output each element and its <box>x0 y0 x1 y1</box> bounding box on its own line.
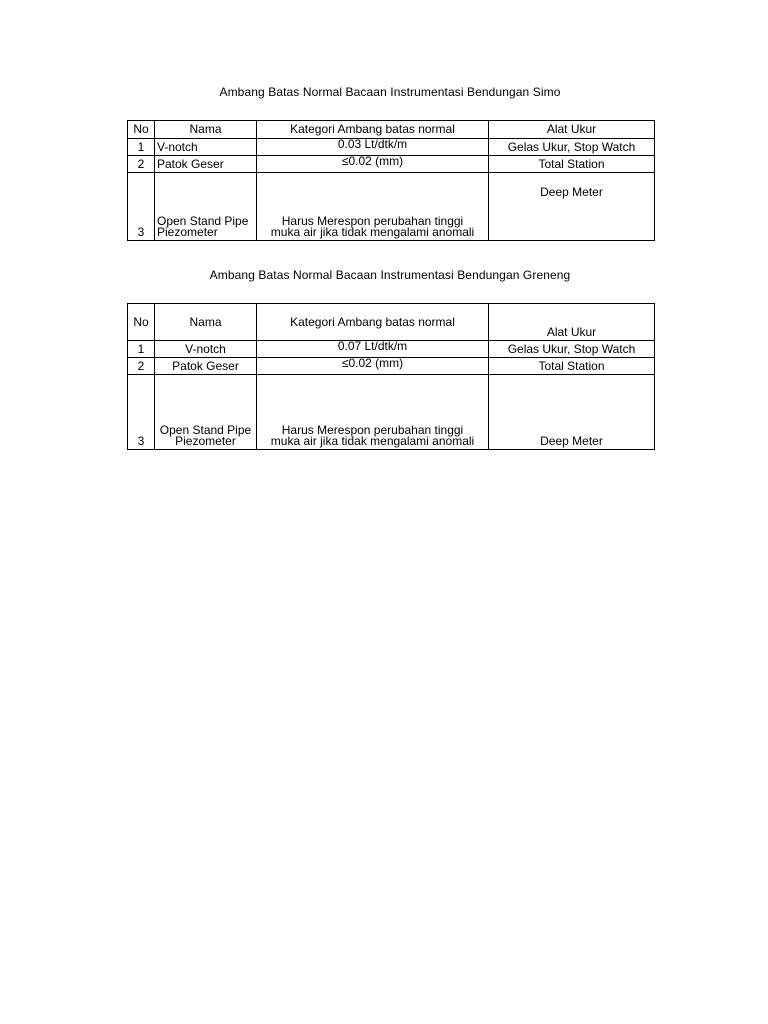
header-no: No <box>128 121 155 139</box>
table-row <box>128 139 655 156</box>
cell-nama-line-2: Piezometer <box>157 225 218 239</box>
cell-alat-ukur: Deep Meter <box>489 375 655 450</box>
table-title-simo: Ambang Batas Normal Bacaan Instrumentasi Bendungan Simo <box>219 85 561 99</box>
cell-kategori: 0.07 Lt/dtk/m <box>257 341 489 358</box>
cell-nama <box>155 173 257 241</box>
threshold-table-simo <box>127 120 655 241</box>
header-nama: Nama <box>155 121 257 139</box>
cell-no: 2 <box>128 358 155 375</box>
cell-kategori-line-1: Harus Merespon perubahan tinggi <box>281 423 464 437</box>
cell-nama: V-notch <box>155 139 257 156</box>
cell-no: 3 <box>128 375 155 450</box>
header-kategori: Kategori Ambang batas normal <box>257 121 489 139</box>
table-row <box>128 341 655 358</box>
cell-kategori <box>257 173 489 241</box>
cell-kategori-line-2: muka air jika tidak mengalami anomali <box>270 434 475 448</box>
header-alat-ukur: Alat Ukur <box>489 304 655 341</box>
cell-nama: V-notch <box>155 341 257 358</box>
header-no: No <box>128 304 155 341</box>
cell-nama-line-1: Open Stand Pipe <box>159 423 252 437</box>
cell-kategori-line-1: Harus Merespon perubahan tinggi <box>281 214 464 228</box>
cell-alat-ukur: Total Station <box>489 358 655 375</box>
table-row <box>128 375 655 450</box>
cell-no: 2 <box>128 156 155 173</box>
table-header-row <box>128 304 655 341</box>
cell-alat-ukur: Gelas Ukur, Stop Watch <box>489 139 655 156</box>
cell-nama-line-1: Open Stand Pipe <box>157 214 249 228</box>
cell-alat-ukur: Total Station <box>489 156 655 173</box>
cell-kategori: 0.03 Lt/dtk/m <box>257 139 489 156</box>
cell-nama: Patok Geser <box>155 358 257 375</box>
header-alat-ukur: Alat Ukur <box>489 121 655 139</box>
cell-kategori: ≤0.02 (mm) <box>257 156 489 173</box>
cell-kategori <box>257 375 489 450</box>
table-row <box>128 173 655 241</box>
header-nama: Nama <box>155 304 257 341</box>
cell-nama-line-2: Piezometer <box>175 434 236 448</box>
table-row <box>128 156 655 173</box>
cell-nama <box>155 375 257 450</box>
cell-kategori: ≤0.02 (mm) <box>257 358 489 375</box>
cell-no: 3 <box>128 173 155 241</box>
table-header-row <box>128 121 655 139</box>
cell-alat-ukur: Deep Meter <box>489 173 655 241</box>
table-row <box>128 358 655 375</box>
cell-no: 1 <box>128 341 155 358</box>
table-title-greneng: Ambang Batas Normal Bacaan Instrumentasi Bendungan Greneng <box>209 268 571 282</box>
threshold-table-greneng <box>127 303 655 450</box>
header-kategori: Kategori Ambang batas normal <box>257 304 489 341</box>
cell-no: 1 <box>128 139 155 156</box>
cell-nama: Patok Geser <box>155 156 257 173</box>
cell-alat-ukur: Gelas Ukur, Stop Watch <box>489 341 655 358</box>
cell-kategori-line-2: muka air jika tidak mengalami anomali <box>270 225 475 239</box>
